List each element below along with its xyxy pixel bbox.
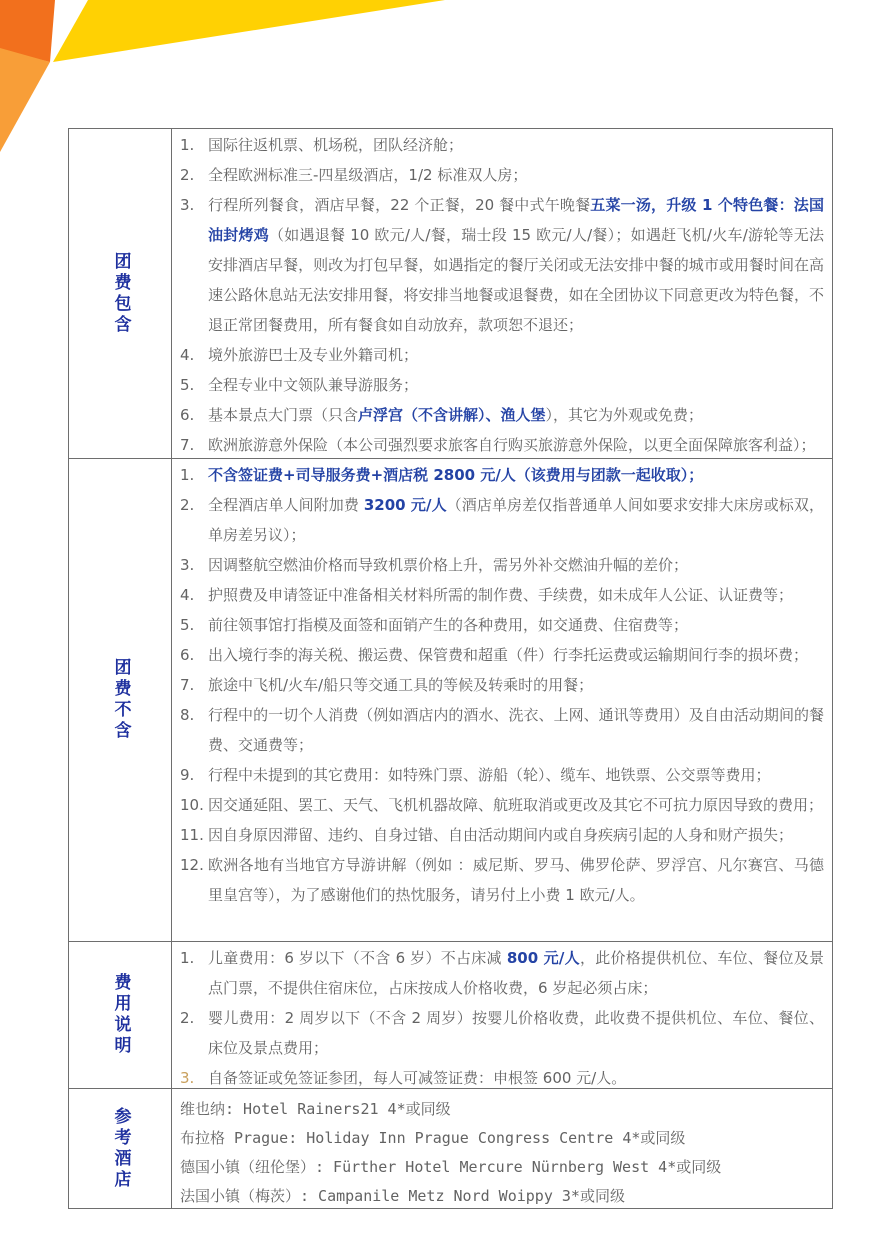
table-row-excluded	[69, 459, 832, 942]
body-text: 国际往返机票、机场税，团队经济舱；	[208, 136, 464, 154]
table-row-hotels	[69, 1089, 832, 1208]
hotel-line: 德国小镇（纽伦堡）: Fürther Hotel Mercure Nürnberg West 4*或同级	[180, 1158, 722, 1176]
item-number: 1.	[180, 466, 195, 484]
body-text: 欧洲旅游意外保险（本公司强烈要求旅客自行购买旅游意外保险，以更全面保障旅客利益）；	[208, 436, 816, 454]
list-item	[180, 943, 824, 1003]
body-text: 因自身原因滞留、违约、自身过错、自由活动期间内或自身疾病引起的人身和财产损失；	[208, 826, 794, 844]
highlighted-text: 800 元/人	[506, 949, 580, 967]
item-text	[208, 610, 824, 640]
list-item	[180, 1003, 824, 1063]
section-label-cell	[69, 459, 172, 941]
list-item	[180, 670, 824, 700]
item-number: 10.	[180, 796, 204, 814]
item-number: 12.	[180, 856, 204, 874]
body-text: 护照费及申请签证中准备相关材料所需的制作费、手续费，如未成年人公证、认证费等；	[208, 586, 794, 604]
list-item	[180, 340, 824, 370]
list-item	[180, 820, 824, 850]
table-row-notes	[69, 942, 832, 1089]
fee-table	[68, 128, 833, 1209]
section-label: 团费不含	[110, 658, 131, 742]
item-number: 1.	[180, 136, 195, 154]
item-number: 4.	[180, 346, 195, 364]
body-text: 因交通延阻、罢工、天气、飞机机器故障、航班取消或更改及其它不可抗力原因导致的费用；	[208, 796, 824, 814]
item-text	[208, 340, 824, 370]
item-text	[208, 760, 824, 790]
item-text	[208, 943, 824, 1003]
body-text: 基本景点大门票（只含	[208, 406, 359, 424]
section-label-cell	[69, 1089, 172, 1208]
section-content	[172, 129, 832, 458]
list-item	[180, 490, 824, 550]
body-text: 自备签证或免签证参团，每人可减签证费：申根签 600 元/人。	[208, 1069, 627, 1087]
item-number: 1.	[180, 949, 195, 967]
item-number: 2.	[180, 166, 195, 184]
item-text	[208, 400, 824, 430]
body-text: 儿童费用：6 岁以下（不含 6 岁）不占床减	[208, 949, 507, 967]
list-item	[180, 190, 824, 340]
hotel-line: 布拉格 Prague: Holiday Inn Prague Congress Centre 4*或同级	[180, 1129, 686, 1147]
body-text: 前往领事馆打指模及面签和面销产生的各种费用，如交通费、住宿费等；	[208, 616, 689, 634]
section-content	[172, 1089, 832, 1208]
highlighted-text: 卢浮宫（不含讲解）、渔人堡	[358, 406, 546, 424]
list-item	[180, 550, 824, 580]
item-number: 6.	[180, 406, 195, 424]
body-text: ），其它为外观或免费；	[545, 406, 704, 424]
list-item	[180, 790, 824, 820]
item-text	[208, 490, 824, 550]
item-text	[208, 790, 824, 820]
item-number: 4.	[180, 586, 195, 604]
item-number: 6.	[180, 646, 195, 664]
section-label: 参考酒店	[110, 1106, 131, 1191]
item-text	[208, 1003, 824, 1063]
item-text	[208, 190, 824, 340]
item-text	[208, 580, 824, 610]
list-item	[180, 850, 824, 910]
body-text: 行程中未提到的其它费用：如特殊门票、游船（轮）、缆车、地铁票、公交票等费用；	[208, 766, 771, 784]
item-number: 2.	[180, 496, 195, 514]
section-label-cell	[69, 129, 172, 458]
item-number: 9.	[180, 766, 195, 784]
yellow-triangle	[53, 0, 445, 62]
list-item	[180, 430, 824, 458]
item-number: 3.	[180, 196, 195, 214]
item-number: 7.	[180, 436, 195, 454]
item-number: 5.	[180, 616, 195, 634]
section-label: 团费包含	[110, 251, 131, 336]
list-item	[180, 760, 824, 790]
section-content	[172, 459, 832, 941]
item-number: 3.	[180, 1069, 195, 1087]
body-text: 因调整航空燃油价格而导致机票价格上升，需另外补交燃油升幅的差价；	[208, 556, 689, 574]
list-item	[180, 370, 824, 400]
section-label: 费用说明	[110, 973, 131, 1057]
item-number: 5.	[180, 376, 195, 394]
item-text	[208, 130, 824, 160]
highlighted-text: 不含签证费+司导服务费+酒店税 2800 元/人（该费用与团款一起收取）；	[208, 466, 704, 484]
item-text	[208, 850, 824, 910]
hotel-line: 维也纳: Hotel Rainers21 4*或同级	[180, 1100, 451, 1118]
item-text	[208, 700, 824, 760]
highlighted-text: 五菜一汤，升级 1 个特色餐：法国油封烤鸡	[208, 196, 824, 244]
item-text	[208, 1063, 824, 1088]
item-text	[208, 670, 824, 700]
item-number: 7.	[180, 676, 195, 694]
item-text	[208, 460, 824, 490]
body-text: 行程中的一切个人消费（例如酒店内的酒水、洗衣、上网、通讯等费用）及自由活动期间的餐费、交通费等；	[208, 706, 824, 754]
item-text	[208, 640, 824, 670]
item-number: 11.	[180, 826, 204, 844]
body-text: 全程欧洲标准三-四星级酒店，1/2 标准双人房；	[208, 166, 528, 184]
body-text: 全程酒店单人间附加费	[208, 496, 364, 514]
body-text: 欧洲各地有当地官方导游讲解（例如 ：威尼斯、罗马、佛罗伦萨、罗浮宫、凡尔赛宫、马德里皇宫等），为了感谢他们的热忱服务，请另付上小费 1 欧元/人。	[208, 856, 824, 904]
highlighted-text: 3200 元/人	[363, 496, 447, 514]
item-text	[208, 370, 824, 400]
table-row-included	[69, 129, 832, 459]
item-number: 2.	[180, 1009, 195, 1027]
body-text: ，此价格提供机位、车位、餐位及景点门票，不提供住宿床位，占床按成人价格收费，6 岁起必须占床；	[208, 949, 824, 997]
body-text: 境外旅游巴士及专业外籍司机；	[208, 346, 419, 364]
list-item	[180, 160, 824, 190]
list-item	[180, 700, 824, 760]
item-text	[208, 550, 824, 580]
list-item	[180, 1063, 824, 1088]
list-item	[180, 460, 824, 490]
body-text: 婴儿费用：2 周岁以下（不含 2 周岁）按婴儿价格收费，此收费不提供机位、车位、餐位、床位及景点费用；	[208, 1009, 824, 1057]
body-text: （酒店单房差仅指普通单人间如要求安排大床房或标双，单房差另议）；	[208, 496, 824, 544]
body-text: 旅途中飞机/火车/船只等交通工具的等候及转乘时的用餐；	[208, 676, 594, 694]
item-text	[208, 430, 824, 458]
list-item	[180, 400, 824, 430]
section-content	[172, 942, 832, 1088]
body-text: 行程所列餐食，酒店早餐，22 个正餐，20 餐中式午晚餐	[208, 196, 591, 214]
body-text: 出入境行李的海关税、搬运费、保管费和超重（件）行李托运费或运输期间行李的损坏费；	[208, 646, 809, 664]
body-text: 全程专业中文领队兼导游服务；	[208, 376, 419, 394]
item-text	[208, 820, 824, 850]
list-item	[180, 580, 824, 610]
item-text	[208, 160, 824, 190]
list-item	[180, 640, 824, 670]
list-item	[180, 130, 824, 160]
orange-triangle	[0, 48, 50, 152]
section-label-cell	[69, 942, 172, 1088]
item-number: 8.	[180, 706, 195, 724]
hotel-line: 法国小镇（梅茨）: Campanile Metz Nord Woippy 3*或同级	[180, 1187, 625, 1205]
list-item	[180, 610, 824, 640]
item-number: 3.	[180, 556, 195, 574]
body-text: （如遇退餐 10 欧元/人/餐，瑞士段 15 欧元/人/餐）；如遇赶飞机/火车/游轮等无法安排酒店早餐，则改为打包早餐，如遇指定的餐厅关闭或无法安排中餐的城市或用餐时间在高速公路休息站无法安排用餐，将安排当地餐或退餐费，如在全团协议下同意更改为特色餐，不退正常团餐费用，所有餐食如自动放弃，款项恕不退还；	[208, 226, 824, 334]
